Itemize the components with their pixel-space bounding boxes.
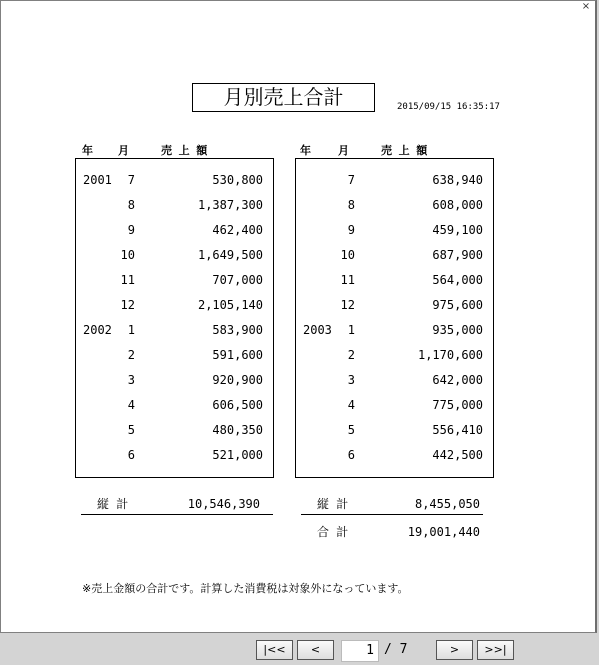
table-row <box>76 346 273 364</box>
row-year: 2003 <box>303 323 332 337</box>
row-amount: 707,000 <box>212 273 263 287</box>
row-month: 9 <box>347 223 355 237</box>
header-sales-left: 売 上 額 <box>161 144 208 157</box>
table-row <box>76 371 273 389</box>
row-amount: 638,940 <box>432 173 483 187</box>
sales-table-left <box>75 158 274 478</box>
right-total-underline <box>301 514 483 515</box>
row-month: 1 <box>127 323 135 337</box>
grand-total-label: 合 計 <box>317 525 349 539</box>
row-month: 2 <box>127 348 135 362</box>
table-row <box>76 421 273 439</box>
row-amount: 975,600 <box>432 298 483 312</box>
row-month: 5 <box>347 423 355 437</box>
row-month: 8 <box>127 198 135 212</box>
row-amount: 935,000 <box>432 323 483 337</box>
row-amount: 1,387,300 <box>197 198 263 212</box>
row-month: 9 <box>127 223 135 237</box>
header-sales-right: 売 上 額 <box>381 144 428 157</box>
table-row <box>296 221 493 239</box>
table-row <box>76 271 273 289</box>
page-navigation <box>0 640 599 660</box>
table-row <box>76 246 273 264</box>
left-total-value: 10,546,390 <box>187 497 260 511</box>
row-month: 6 <box>347 448 355 462</box>
row-amount: 583,900 <box>212 323 263 337</box>
table-row <box>76 396 273 414</box>
table-row <box>76 171 273 189</box>
header-year-right: 年 <box>300 144 311 157</box>
table-row <box>296 246 493 264</box>
row-amount: 2,105,140 <box>197 298 263 312</box>
right-total-value: 8,455,050 <box>414 497 480 511</box>
report-title: 月別売上合計 <box>192 83 375 112</box>
left-total-label: 縦 計 <box>97 497 129 511</box>
row-month: 11 <box>340 273 355 287</box>
row-amount: 591,600 <box>212 348 263 362</box>
grand-total-value: 19,001,440 <box>407 525 480 539</box>
row-month: 2 <box>347 348 355 362</box>
row-amount: 687,900 <box>432 248 483 262</box>
row-amount: 459,100 <box>432 223 483 237</box>
table-row <box>296 321 493 339</box>
header-month-left: 月 <box>118 144 129 157</box>
row-year: 2002 <box>83 323 112 337</box>
right-total-label: 縦 計 <box>317 497 349 511</box>
table-row <box>76 296 273 314</box>
row-month: 3 <box>347 373 355 387</box>
row-amount: 556,410 <box>432 423 483 437</box>
row-month: 5 <box>127 423 135 437</box>
row-amount: 1,170,600 <box>417 348 483 362</box>
row-amount: 775,000 <box>432 398 483 412</box>
row-month: 8 <box>347 198 355 212</box>
row-amount: 642,000 <box>432 373 483 387</box>
row-month: 6 <box>127 448 135 462</box>
row-month: 12 <box>340 298 355 312</box>
header-month-right: 月 <box>338 144 349 157</box>
table-row <box>296 296 493 314</box>
header-year-left: 年 <box>82 144 93 157</box>
row-month: 11 <box>120 273 135 287</box>
row-year: 2001 <box>83 173 112 187</box>
sales-table-right <box>295 158 494 478</box>
table-row <box>296 171 493 189</box>
next-page-button[interactable]: > <box>436 640 473 660</box>
left-total-underline <box>81 514 273 515</box>
close-icon[interactable]: × <box>581 1 591 12</box>
row-amount: 521,000 <box>212 448 263 462</box>
row-amount: 564,000 <box>432 273 483 287</box>
row-month: 1 <box>347 323 355 337</box>
last-page-button[interactable]: >>| <box>477 640 514 660</box>
page-total: / 7 <box>384 642 408 657</box>
table-row <box>296 346 493 364</box>
row-amount: 462,400 <box>212 223 263 237</box>
page-number-input[interactable]: 1 <box>341 640 379 662</box>
first-page-button[interactable]: |<< <box>256 640 293 660</box>
table-row <box>296 396 493 414</box>
row-amount: 920,900 <box>212 373 263 387</box>
table-row <box>76 221 273 239</box>
table-row <box>76 321 273 339</box>
row-month: 7 <box>347 173 355 187</box>
table-row <box>296 271 493 289</box>
table-row <box>296 196 493 214</box>
row-amount: 606,500 <box>212 398 263 412</box>
table-row <box>296 421 493 439</box>
row-month: 4 <box>347 398 355 412</box>
prev-page-button[interactable]: < <box>297 640 334 660</box>
row-amount: 480,350 <box>212 423 263 437</box>
row-month: 4 <box>127 398 135 412</box>
row-month: 7 <box>127 173 135 187</box>
row-amount: 1,649,500 <box>197 248 263 262</box>
table-row <box>76 446 273 464</box>
report-timestamp: 2015/09/15 16:35:17 <box>397 102 500 112</box>
table-row <box>76 196 273 214</box>
row-month: 12 <box>120 298 135 312</box>
row-amount: 608,000 <box>432 198 483 212</box>
row-month: 10 <box>340 248 355 262</box>
table-row <box>296 371 493 389</box>
row-month: 3 <box>127 373 135 387</box>
row-amount: 530,800 <box>212 173 263 187</box>
row-amount: 442,500 <box>432 448 483 462</box>
row-month: 10 <box>120 248 135 262</box>
table-row <box>296 446 493 464</box>
report-note: ※売上金額の合計です。計算した消費税は対象外になっています。 <box>82 582 409 595</box>
